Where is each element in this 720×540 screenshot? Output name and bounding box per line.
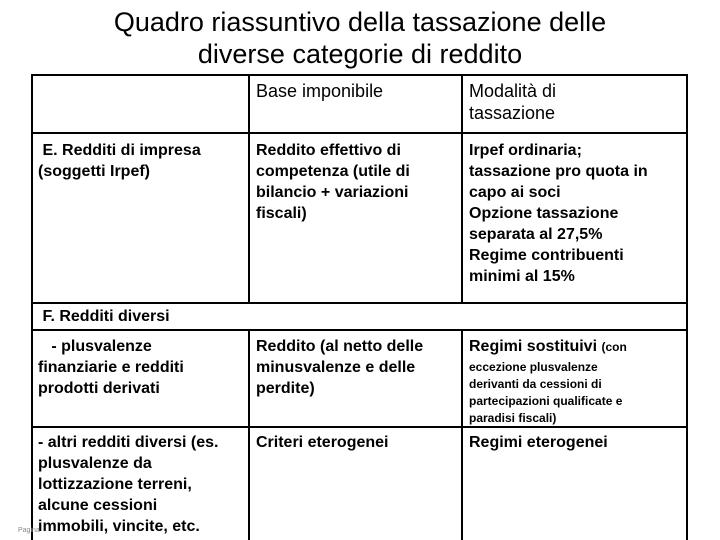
page-title-line1: Quadro riassuntivo della tassazione delle: [113, 7, 607, 37]
sub1-base-line: minusvalenze e delle: [256, 359, 416, 376]
sub1-label-line: finanziarie e redditi: [38, 359, 184, 376]
header-modalita-line1: Modalità di: [469, 81, 557, 101]
row-e-base: [256, 140, 410, 224]
sub1-mod-paren: (con: [601, 340, 627, 354]
row-e-mod-line: Irpef ordinaria;: [469, 142, 582, 159]
page-title-line2: diverse categorie di reddito: [197, 39, 523, 69]
col-divider-1: [248, 74, 250, 302]
table-top-border: [32, 74, 688, 76]
row-e-base-line: bilancio + variazioni: [256, 184, 409, 201]
row-e-mod-line: Regime contribuenti: [469, 247, 624, 264]
sub1-label: [38, 336, 184, 399]
sub1-mod-small-line: partecipazioni qualificate e: [469, 394, 623, 408]
footer-mark: Pagina: [18, 527, 40, 534]
sub1-modalita: [469, 336, 627, 427]
sub1-mod-main-line: [469, 336, 627, 357]
sub1-mod-main: Regimi sostituivi: [469, 338, 598, 355]
row-e-mod-line: Opzione tassazione: [469, 205, 619, 222]
sub2-label-line: alcune cessioni: [38, 497, 158, 514]
table-left-border: [31, 74, 33, 540]
sub2-label-line: - altri redditi diversi (es.: [38, 434, 219, 451]
sub1-mod-small-line: derivanti da cessioni di: [469, 377, 602, 391]
sub2-label-line: plusvalenze da: [38, 455, 152, 472]
col-divider-1-lower: [248, 329, 250, 540]
sub2-label-line: immobili, vincite, etc.: [38, 518, 200, 535]
header-base-imponibile: Base imponibile: [256, 81, 384, 101]
header-bottom-border: [32, 132, 688, 134]
row-e-mod-line: tassazione pro quota in: [469, 163, 648, 180]
row-e-modalita: [469, 140, 648, 287]
row-e-mod-line: minimi al 15%: [469, 268, 575, 285]
row-e-mod-line: separata al 27,5%: [469, 226, 603, 243]
section-f-top-border: [32, 302, 688, 304]
sub2-base: Criteri eterogenei: [256, 434, 389, 451]
header-modalita-line2: tassazione: [469, 103, 556, 123]
row-e-base-line: fiscali): [256, 205, 307, 222]
sub2-modalita: Regimi eterogenei: [469, 434, 608, 451]
header-modalita: [469, 80, 556, 124]
row-e-base-line: Reddito effettivo di: [256, 142, 401, 159]
table-right-border: [686, 74, 688, 540]
row-e-label: [38, 140, 201, 182]
section-f-header-border: [32, 329, 688, 331]
section-f-label: F. Redditi diversi: [42, 308, 170, 325]
sub1-mod-small-line: paradisi fiscali): [469, 411, 557, 425]
sub1-base: [256, 336, 423, 399]
sub1-label-line: - plusvalenze: [51, 338, 152, 355]
sub2-label-line: lottizzazione terreni,: [38, 476, 192, 493]
sub1-base-line: Reddito (al netto delle: [256, 338, 424, 355]
sub2-label: [38, 432, 219, 537]
sub1-base-line: perdite): [256, 380, 315, 397]
sub1-mod-small-line: eccezione plusvalenze: [469, 360, 598, 374]
col-divider-2: [461, 74, 463, 302]
row-e-label-line1: E. Redditi di impresa: [42, 142, 201, 159]
row-e-mod-line: capo ai soci: [469, 184, 561, 201]
row-e-base-line: competenza (utile di: [256, 163, 410, 180]
col-divider-2-lower: [461, 329, 463, 540]
row-e-label-line2: (soggetti Irpef): [38, 163, 150, 180]
sub1-label-line: prodotti derivati: [38, 380, 160, 397]
